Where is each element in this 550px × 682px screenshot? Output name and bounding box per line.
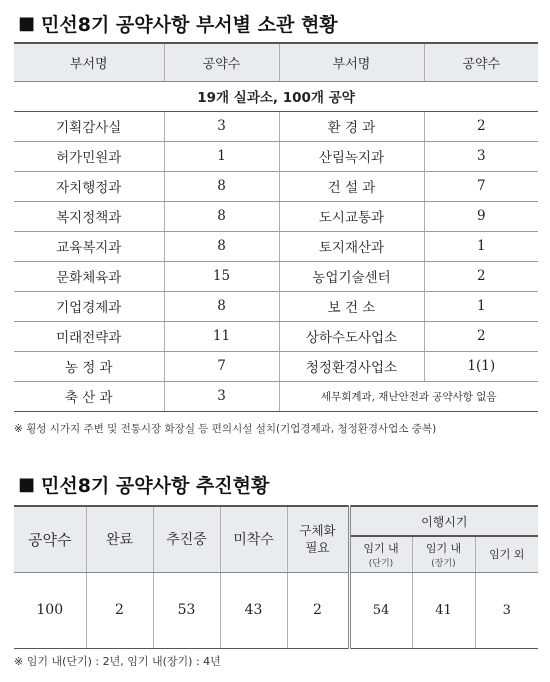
dept-name: 농업기술센터 (279, 261, 424, 291)
header-within-long (412, 536, 475, 572)
dept-name: 보 건 소 (279, 291, 424, 321)
pledge-count: 3 (164, 111, 279, 141)
pledge-count: 1(1) (424, 351, 538, 381)
value-done: 2 (86, 572, 153, 648)
pledge-count: 8 (164, 231, 279, 261)
pledge-count: 1 (164, 141, 279, 171)
pledge-count: 9 (424, 201, 538, 231)
dept-name: 청정환경사업소 (279, 351, 424, 381)
header-dept-2: 부서명 (279, 43, 424, 81)
pledge-count: 8 (164, 171, 279, 201)
header-needs-spec-line1: 구체화 (299, 523, 336, 539)
value-short: 54 (349, 572, 412, 648)
table-row (14, 261, 538, 291)
header-needs-spec (287, 506, 349, 572)
header-count-2: 공약수 (424, 43, 538, 81)
table-row (14, 141, 538, 171)
dept-name: 건 설 과 (279, 171, 424, 201)
section2-title-wrap (18, 471, 269, 498)
table-row (14, 321, 538, 351)
pledge-count: 11 (164, 321, 279, 351)
pledge-count: 1 (424, 291, 538, 321)
header-within-long-sub: (장기) (431, 558, 456, 569)
pledge-count: 7 (424, 171, 538, 201)
header-total: 공약수 (14, 506, 86, 572)
dept-name: 복지정책과 (14, 201, 164, 231)
summary-row: 19개 실과소, 100개 공약 (14, 81, 538, 111)
pledge-count: 3 (164, 381, 279, 411)
square-bullet-icon: ■ (18, 474, 36, 495)
header-period: 이행시기 (349, 506, 538, 536)
section2-title: 민선8기 공약사항 추진현황 (41, 475, 270, 497)
table-row (14, 231, 538, 261)
dept-name: 축 산 과 (14, 381, 164, 411)
value-outside: 3 (475, 572, 538, 648)
value-total: 100 (14, 572, 86, 648)
pledge-count: 1 (424, 231, 538, 261)
header-outside: 임기 외 (475, 536, 538, 572)
header-within-short-label: 임기 내 (363, 541, 399, 555)
value-long: 41 (412, 572, 475, 648)
table-row (14, 171, 538, 201)
department-pledge-table (14, 42, 538, 412)
value-needs-spec: 2 (287, 572, 349, 648)
header-done: 완료 (86, 506, 153, 572)
pledge-count: 8 (164, 201, 279, 231)
header-within-short-sub: (단기) (368, 558, 394, 569)
square-bullet-icon: ■ (18, 13, 36, 34)
pledge-count: 15 (164, 261, 279, 291)
header-within-short (349, 536, 412, 572)
table-row (14, 351, 538, 381)
header-not-started: 미착수 (220, 506, 287, 572)
pledge-count: 2 (424, 111, 538, 141)
header-ongoing: 추진중 (153, 506, 220, 572)
header-within-long-label: 임기 내 (425, 541, 462, 555)
dept-name: 미래전략과 (14, 321, 164, 351)
pledge-count: 3 (424, 141, 538, 171)
header-needs-spec-line2: 필요 (305, 540, 330, 556)
dept-name: 교육복지과 (14, 231, 164, 261)
table-row (14, 381, 538, 411)
dept-name: 기업경제과 (14, 291, 164, 321)
dept-name: 문화체육과 (14, 261, 164, 291)
section1-footnote: ※ 휭성 시가지 주변 및 전통시장 화장실 등 편의시설 설치(기업경제과, 청정환경사업소 중복) (14, 423, 437, 435)
dept-name: 농 정 과 (14, 351, 164, 381)
pledge-count: 8 (164, 291, 279, 321)
table-row (14, 572, 538, 648)
dept-name: 산림녹지과 (279, 141, 424, 171)
header-dept-1: 부서명 (14, 43, 164, 81)
dept-name: 허가민원과 (14, 141, 164, 171)
pledge-progress-table (14, 505, 538, 649)
table-row (14, 291, 538, 321)
pledge-count: 7 (164, 351, 279, 381)
dept-name: 환 경 과 (279, 111, 424, 141)
table-row (14, 111, 538, 141)
dept-name: 상하수도사업소 (279, 321, 424, 351)
section2-footnote: ※ 임기 내(단기) : 2년, 임기 내(장기) : 4년 (14, 655, 221, 668)
section1-title-wrap (18, 10, 338, 37)
no-pledge-remark: 세무회계과, 재난안전과 공약사항 없음 (279, 381, 538, 411)
pledge-count: 2 (424, 321, 538, 351)
table-row (14, 201, 538, 231)
section1-title: 민선8기 공약사항 부서별 소관 현황 (41, 14, 338, 36)
dept-name: 토지재산과 (279, 231, 424, 261)
dept-name: 도시교통과 (279, 201, 424, 231)
dept-name: 기획감사실 (14, 111, 164, 141)
pledge-count: 2 (424, 261, 538, 291)
value-ongoing: 53 (153, 572, 220, 648)
header-count-1: 공약수 (164, 43, 279, 81)
dept-name: 자치행정과 (14, 171, 164, 201)
value-not-started: 43 (220, 572, 287, 648)
